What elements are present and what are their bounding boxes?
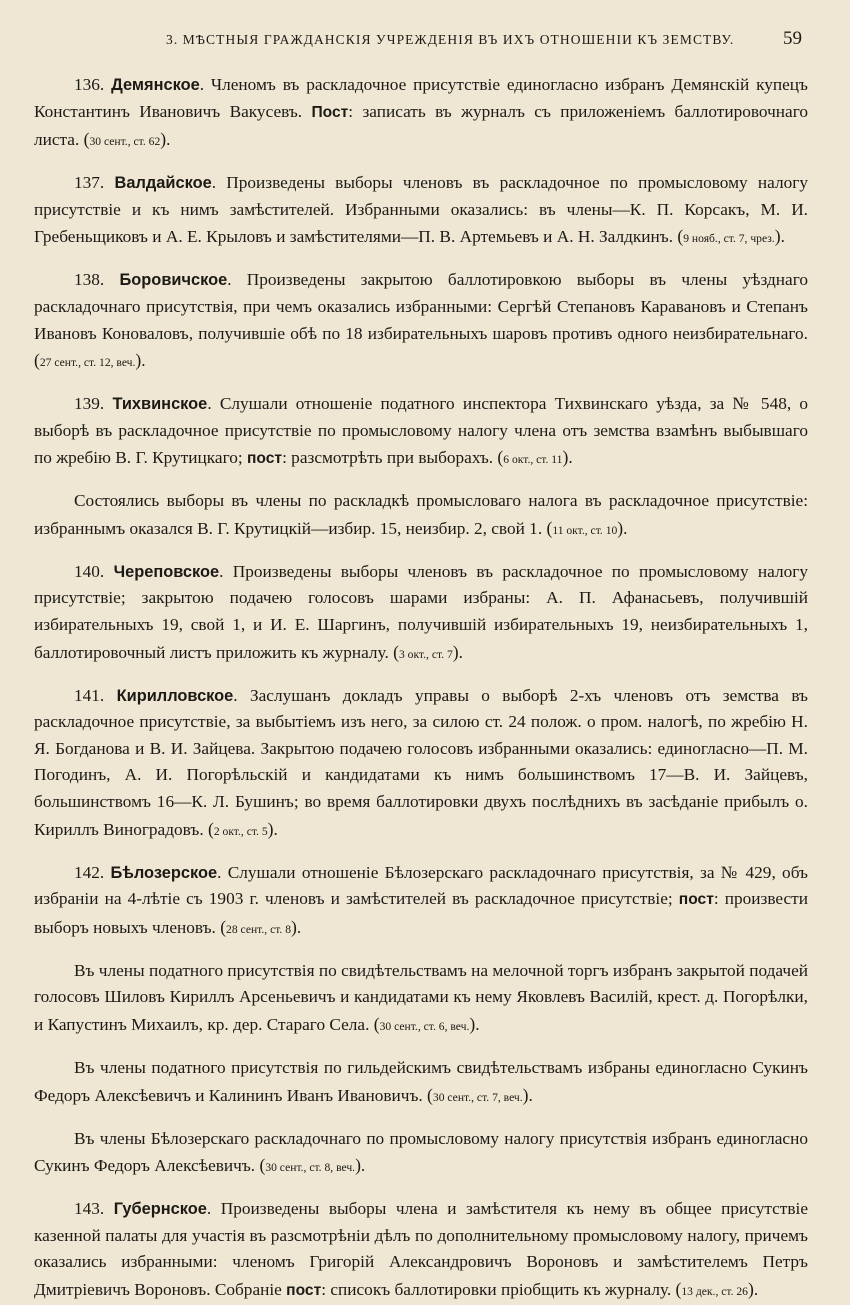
entry-text: Въ члены податного присутствія по гильдейскимъ свидѣтельствамъ избраны единогласно Сукинъ Федоръ Алексѣевичъ и Калининъ Иванъ Ивановичъ. [34,1057,808,1105]
entry-paragraph [34,559,808,668]
entry-period: . [568,448,573,468]
open-paren: ( [259,1155,266,1176]
entry-text: . Слушали отношеніе Бѣлозерскаго раскладочнаго присутствія, за № 429, объ избраніи на 4-лѣтіе съ 1903 г. членовъ и замѣстителей въ раскладочное присутствіе; [34,862,808,909]
entry-text: . Произведены выборы членовъ въ раскладочное по промысловому налогу присутствіе и къ нимъ замѣстителей. Избранными оказались: въ члены—К. П. Корсакъ, М. И. Гребеньщиковъ и А. Е. Крыловъ и замѣстителями—П. В. Артемьевъ и А. Н. Залдкинъ. [34,173,808,247]
resolution-label: пост [247,450,283,468]
running-head [34,28,808,50]
entry-paragraph [34,170,808,253]
entry-subparagraph [34,488,808,544]
session-reference: 30 сент., ст. 7, веч. [432,1090,523,1104]
close-paren: ) [291,916,297,937]
entry-zemstvo-name: Тихвинское [112,395,208,414]
entry-number: 140. [74,561,105,581]
session-reference: 3 окт., ст. 7 [398,647,453,661]
entry-zemstvo-name: Бѣлозерское [110,863,218,882]
page-number: 59 [783,28,802,49]
entry-number: 142. [74,862,105,882]
resolution-label: Пост [311,103,349,121]
entry-paragraph [34,391,808,474]
entry-subparagraph [34,1126,808,1182]
session-reference: 30 сент., ст. 62 [89,135,161,149]
close-paren: ) [469,1013,476,1034]
open-paren: ( [220,916,227,937]
entry-zemstvo-name: Боровичское [119,271,228,290]
session-reference: 30 сент., ст. 8, веч. [265,1161,356,1175]
entry-text: : произвести выборъ новыхъ членовъ. [34,889,808,937]
session-reference: 30 сент., ст. 6, веч. [379,1019,470,1033]
entry-text: : записать въ журналъ съ приложеніемъ баллотировочнаго листа. [34,101,809,150]
session-reference: 11 окт., ст. 10 [552,523,618,537]
entry-text: . Произведены выборы членовъ въ раскладочное по промысловому налогу присутствіе; закрытою подачею голосовъ шарами избраны: А. П. Афанасьевъ, получившій избирательныхъ 19, свой 1, и И. Е. Шаргинъ, получившій избирательныхъ 19, неизбирательныхъ 1, баллотировочный листъ приложить къ журналу. [34,561,808,662]
entry-period: . [166,130,171,150]
session-reference: 2 окт., ст. 5 [213,824,268,838]
entry-period: . [273,819,278,839]
close-paren: ) [522,1084,529,1105]
entry-text: . Слушали отношеніе податного инспектора Тихвинскаго уѣзда, за № 548, о выборѣ въ раскладочное присутствіе по промысловому налогу члена отъ земства взамѣнъ выбывшаго по жребію В. Г. Крутицкаго; [34,394,808,468]
running-title: 3. МѢСТНЫЯ ГРАЖДАНСКІЯ УЧРЕЖДЕНІЯ ВЪ ИХЪ ОТНОШЕНІИ КЪ ЗЕМСТВУ. [166,32,735,47]
open-paren: ( [83,129,90,150]
close-paren: ) [562,447,569,468]
entry-zemstvo-name: Кирилловское [116,686,234,705]
close-paren: ) [747,1278,754,1299]
entry-number: 141. [74,685,105,705]
open-paren: ( [546,517,553,538]
entry-text: Состоялись выборы въ члены по раскладкѣ промысловаго налога въ раскладочное присутствіе: избраннымъ оказался В. Г. Крутицкій—избир. 15, неизбир. 2, свой 1. [34,491,808,538]
entry-subparagraph [34,958,808,1041]
entry-period: . [780,227,785,247]
entry-paragraph [34,72,808,156]
session-reference: 27 сент., ст. 12, веч. [39,356,136,370]
close-paren: ) [267,818,274,839]
entry-subparagraph [34,1055,808,1111]
entry-zemstvo-name: Валдайское [114,174,212,193]
entry-period: . [360,1156,366,1176]
open-paren: ( [427,1084,433,1105]
entry-zemstvo-name: Череповское [113,562,220,581]
entry-number: 136. [74,75,105,94]
entry-zemstvo-name: Демянское [111,76,200,94]
resolution-label: пост [286,1281,322,1299]
open-paren: ( [373,1013,380,1034]
close-paren: ) [452,641,459,662]
session-reference: 28 сент., ст. 8 [226,922,292,936]
entry-period: . [458,642,463,662]
entry-number: 137. [74,173,105,193]
entry-text: . Произведены выборы члена и замѣстителя къ нему въ общее присутствіе казенной палаты для участія въ разсмотрѣніи дѣлъ по дополнительному промысловому налогу, причемъ оказались избранными: членомъ Григорій Александровичъ Вороновъ и замѣстителемъ Петръ Дмитріевичъ Вороновъ. Собраніе [34,1199,808,1299]
entry-text: . Произведены закрытою баллотировкою выборы въ члены уѣзднаго раскладочнаго присутствія, при чемъ оказались избранными: Сергѣй Степановъ Каравановъ и Степанъ Ивановъ Коноваловъ, получившіе обѣ по 18 избирательныхъ шаровъ противъ одного неизбирательнаго. [34,270,808,343]
open-paren: ( [393,641,399,662]
entry-text: . Заслушанъ докладъ управы о выборѣ 2-хъ членовъ отъ земства въ раскладочное присутствіе, за выбытіемъ изъ него, за силою ст. 24 полож. о пром. налогѣ, по жребію Н. Я. Богданова и В. И. Зайцева. Закрытою подачею голосовъ избранными оказались: единогласно—П. М. Погодинъ, А. И. Погорѣльскій и кандидатами къ нимъ большинствомъ 17—В. И. Зайцевъ, большинствомъ 16—К. Л. Бушинъ; во время баллотировки двухъ послѣднихъ въ засѣданіе прибылъ о. Кириллъ Виноградовъ. [34,685,808,839]
entry-period: . [623,518,628,538]
open-paren: ( [497,447,504,468]
entry-number: 143. [74,1199,105,1219]
entry-text: Въ члены Бѣлозерскаго раскладочнаго по промысловому налогу присутствія избранъ единогласно Сукинъ Федоръ Алексѣевичъ. [34,1128,808,1176]
open-paren: ( [677,226,684,247]
close-paren: ) [160,129,167,150]
entries-list [34,72,808,1305]
entry-paragraph [34,860,808,944]
entry-text: Въ члены податного присутствія по свидѣтельствамъ на мелочной торгъ избранъ закрытой подачей голосовъ Шиловъ Кириллъ Арсеньевичъ и кандидатами къ нему Яковлевъ Василій, крест. д. Погорѣлки, и Капустинъ Михаилъ, кр. дер. Стараго Села. [34,960,808,1034]
session-reference: 13 дек., ст. 26 [681,1284,748,1298]
session-reference: 9 нояб., ст. 7, чрез. [683,232,775,246]
resolution-label: пост [678,891,714,909]
entry-text: . Членомъ въ раскладочное присутствіе единогласно избранъ Демянскій купецъ Константинъ Ивановичъ Вакусевъ. [34,75,808,121]
close-paren: ) [617,517,624,538]
open-paren: ( [207,818,214,839]
close-paren: ) [135,350,142,371]
open-paren: ( [34,350,40,371]
entry-number: 139. [74,394,105,414]
entry-period: . [528,1085,533,1105]
entry-period: . [475,1014,480,1034]
entry-number: 138. [74,270,105,290]
entry-zemstvo-name: Губернское [113,1200,207,1219]
entry-period: . [296,917,302,937]
entry-paragraph [34,267,808,376]
open-paren: ( [675,1278,682,1299]
entry-text: : списокъ баллотировки пріобщить къ журналу. [321,1279,676,1299]
entry-paragraph [34,1196,808,1305]
entry-period: . [753,1279,759,1299]
close-paren: ) [355,1155,361,1176]
session-reference: 6 окт., ст. 11 [503,453,563,467]
close-paren: ) [774,226,781,247]
entry-text: : разсмотрѣть при выборахъ. [282,448,498,468]
entry-paragraph [34,683,808,846]
entry-period: . [141,351,146,371]
